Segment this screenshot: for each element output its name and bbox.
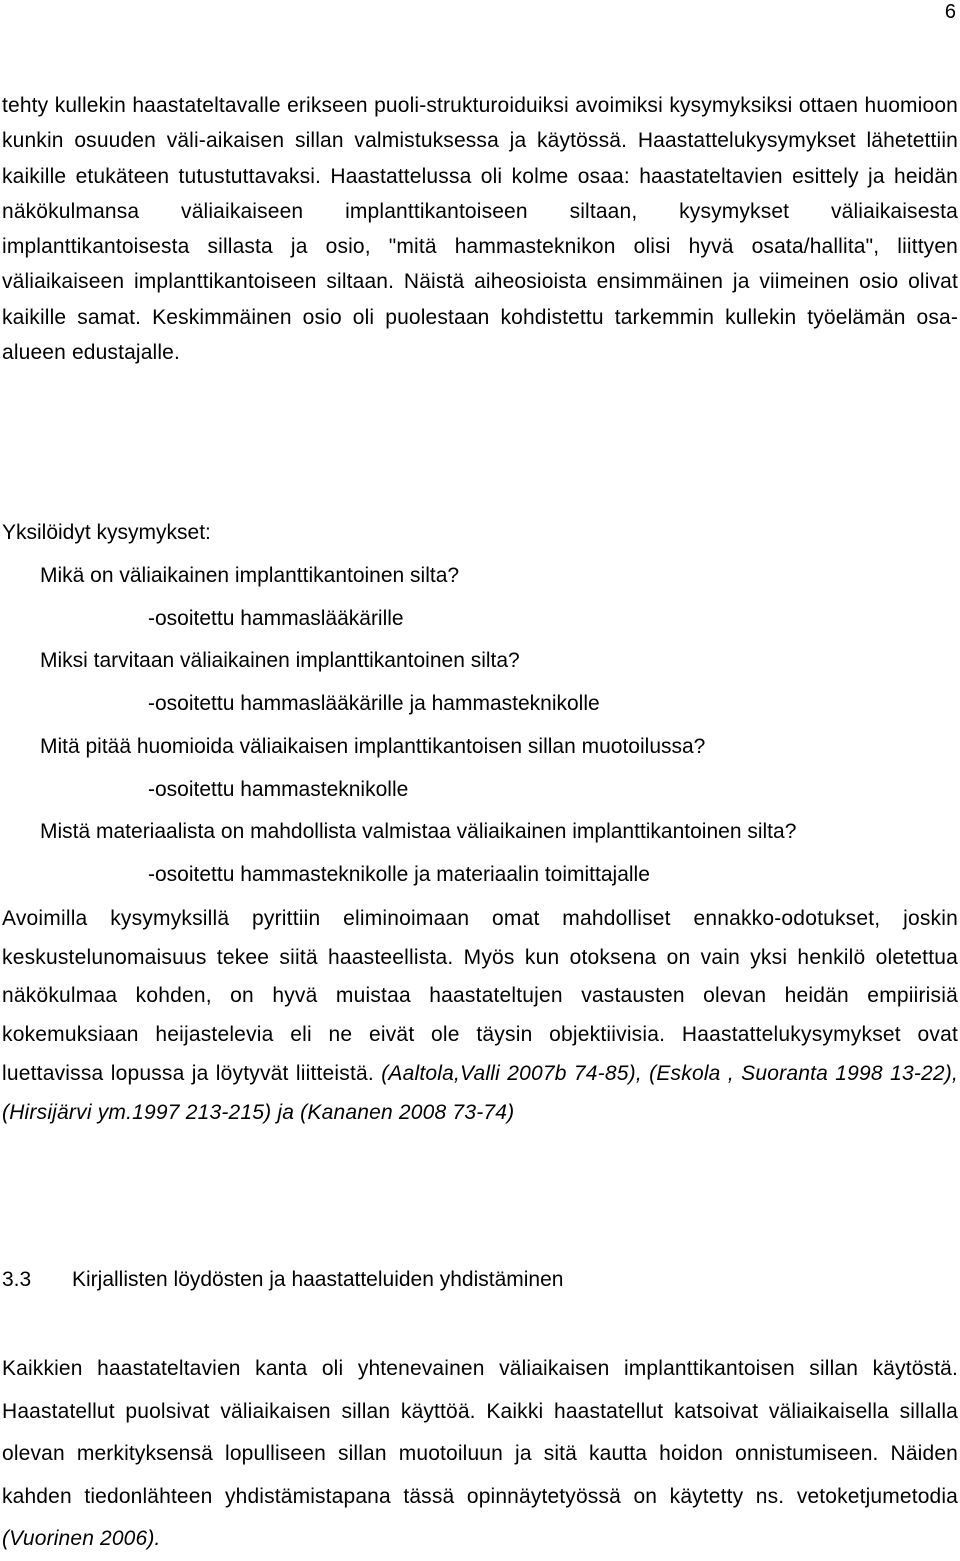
closing-citation: (Vuorinen 2006). xyxy=(2,1527,161,1550)
closing-paragraph xyxy=(2,1348,958,1561)
section-heading xyxy=(2,1266,563,1294)
question-item: Mikä on väliaikainen implanttikantoinen silta? xyxy=(40,564,460,587)
questions-heading: Yksilöidyt kysymykset: xyxy=(2,521,211,544)
method-paragraph xyxy=(2,900,958,1132)
method-citation: (Aaltola,Valli 2007b 74-85), (Eskola , Suoranta 1998 13-22), (Hirsijärvi ym.1997 213-215) ja (Kananen 2008 73-74) xyxy=(2,1061,959,1124)
question-item: Mitä pitää huomioida väliaikaisen implanttikantoisen sillan muotoilussa? xyxy=(40,735,706,758)
question-target: -osoitettu hammasteknikolle xyxy=(148,778,409,801)
page-number: 6 xyxy=(944,1,956,23)
intro-paragraph: tehty kullekin haastateltavalle erikseen puoli-strukturoiduiksi avoimiksi kysymyksiksi ottaen huomioon kunkin osuuden väli-aikaisen sillan valmistuksessa ja käytössä. Haastattelukysymykset lähetettiin kaikille etukäteen tutustuttavaksi. Haastattelussa oli kolme osaa: haastateltavien esittely ja heidän näkökulmansa väliaikaiseen implanttikantoiseen siltaan, kysymykset väliaikaisesta implanttikantoisesta sillasta ja osio, "mitä hammasteknikon olisi hyvä osata/hallita", liittyen väliaikaiseen implanttikantoiseen siltaan. Näistä aiheosioista ensimmäinen ja viimeinen osio olivat kaikille samat. Keskimmäinen osio oli puolestaan kohdistettu tarkemmin kullekin työelämän osa-alueen edustajalle. xyxy=(2,94,958,365)
section-number: 3.3 xyxy=(2,1268,32,1291)
question-item: Mistä materiaalista on mahdollista valmistaa väliaikainen implanttikantoinen silta? xyxy=(40,820,797,843)
closing-text: Kaikkien haastateltavien kanta oli yhtenevainen väliaikaisen implanttikantoisen sillan käytöstä. Haastatellut puolsivat väliaikaisen sillan käyttöä. Kaikki haastatellut katsoivat väliaikaisella sillalla olevan merkityksensä lopulliseen sillan muotoiluun ja sitä kautta hoidon onnistumiseen. Näiden kahden tiedonlähteen yhdistämistapana tässä opinnäytetyössä on käytetty ns. vetoketjumetodia xyxy=(2,1357,958,1508)
method-text: Avoimilla kysymyksillä pyrittiin eliminoimaan omat mahdolliset ennakko-odotukset, joskin keskustelunomaisuus tekee siitä haasteellista. Myös kun otoksena on vain yksi henkilö oletettua näkökulmaa kohden, on hyvä muistaa haastateltujen vastausten olevan heidän empiirisiä kokemuksiaan heijastelevia eli ne eivät ole täysin objektiivisia. Haastattelukysymykset ovat luettavissa lopussa ja löytyvät liitteistä. xyxy=(2,907,958,1085)
section-title: Kirjallisten löydösten ja haastatteluiden yhdistäminen xyxy=(72,1268,564,1291)
question-target: -osoitettu hammasteknikolle ja materiaalin toimittajalle xyxy=(148,863,650,886)
question-item: Miksi tarvitaan väliaikainen implanttikantoinen silta? xyxy=(40,649,520,672)
question-target: -osoitettu hammaslääkärille xyxy=(148,607,404,630)
question-target: -osoitettu hammaslääkärille ja hammasteknikolle xyxy=(148,692,600,715)
